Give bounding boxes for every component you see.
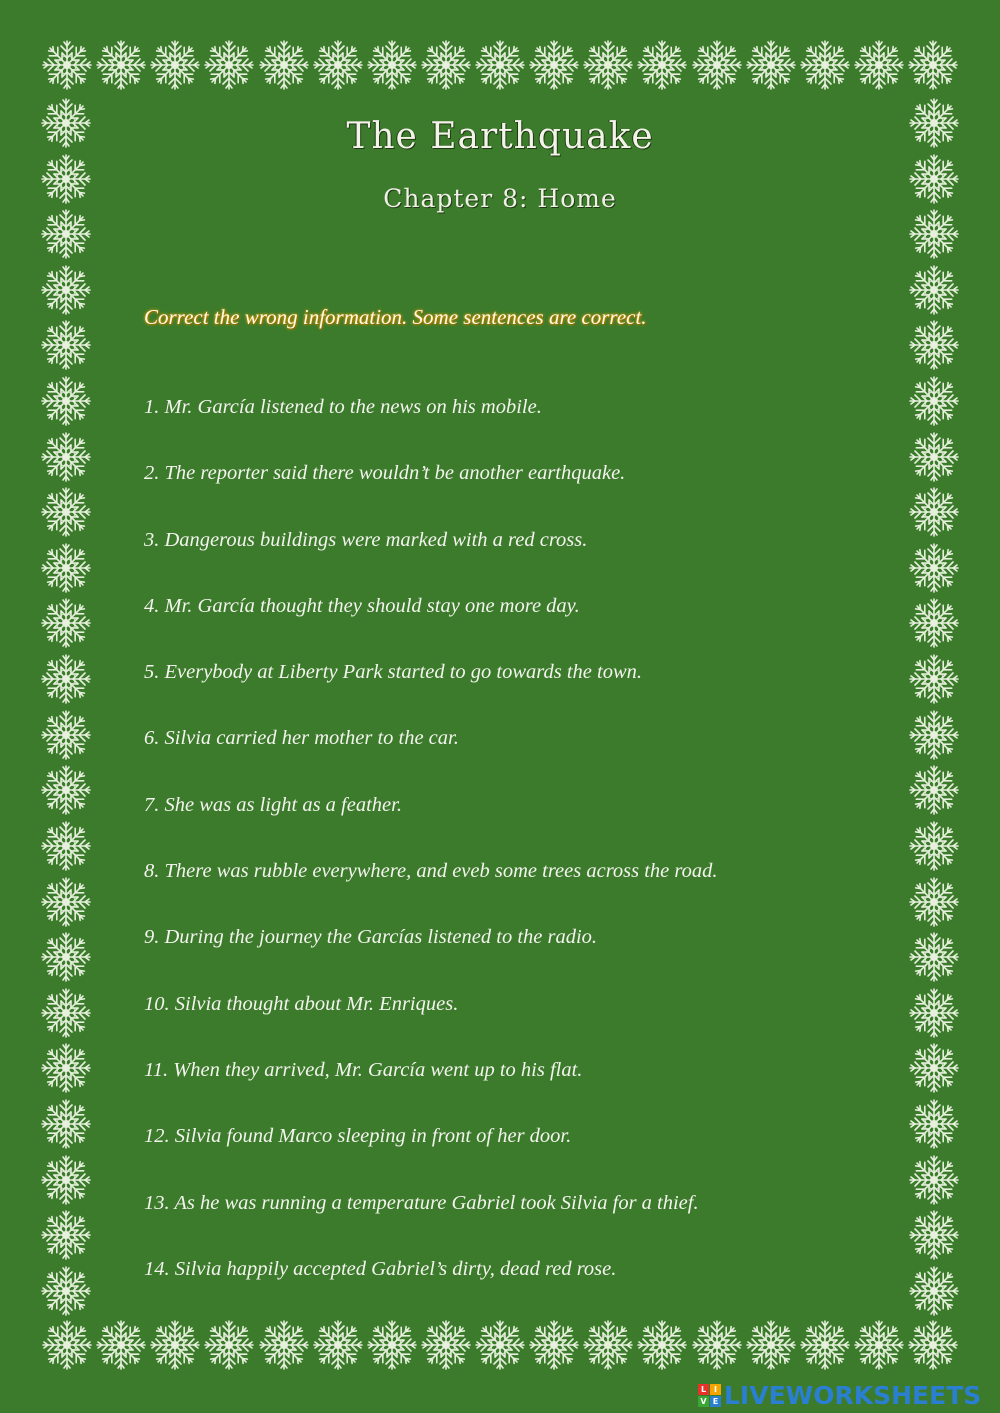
snowflake-icon bbox=[798, 38, 852, 92]
question-item: 3. Dangerous buildings were marked with a red cross. bbox=[144, 528, 588, 551]
snowflake-icon bbox=[907, 930, 961, 984]
snowflake-icon bbox=[907, 1153, 961, 1207]
liveworksheets-logo-icon: L I V E bbox=[698, 1384, 721, 1407]
snowflake-icon bbox=[365, 1318, 419, 1372]
border-top bbox=[40, 38, 960, 96]
snowflake-icon bbox=[907, 819, 961, 873]
question-item: 5. Everybody at Liberty Park started to go towards the town. bbox=[144, 661, 643, 684]
snowflake-icon bbox=[257, 38, 311, 92]
snowflake-icon bbox=[365, 38, 419, 92]
snowflake-icon bbox=[907, 1097, 961, 1151]
snowflake-icon bbox=[39, 1264, 93, 1318]
snowflake-icon bbox=[311, 38, 365, 92]
snowflake-icon bbox=[94, 38, 148, 92]
question-list bbox=[144, 394, 718, 1322]
snowflake-icon bbox=[39, 930, 93, 984]
snowflake-icon bbox=[907, 374, 961, 428]
border-right bbox=[906, 96, 962, 1318]
snowflake-icon bbox=[635, 1318, 689, 1372]
question-item: 4. Mr. García thought they should stay one more day. bbox=[144, 594, 580, 617]
snowflake-icon bbox=[798, 1318, 852, 1372]
border-left bbox=[38, 96, 94, 1318]
snowflake-icon bbox=[907, 986, 961, 1040]
snowflake-icon bbox=[39, 986, 93, 1040]
snowflake-icon bbox=[39, 374, 93, 428]
snowflake-icon bbox=[852, 38, 906, 92]
snowflake-icon bbox=[39, 207, 93, 261]
snowflake-icon bbox=[907, 485, 961, 539]
snowflake-icon bbox=[202, 1318, 256, 1372]
question-item: 13. As he was running a temperature Gabriel took Silvia for a thief. bbox=[144, 1191, 699, 1214]
snowflake-icon bbox=[907, 596, 961, 650]
question-item: 9. During the journey the Garcías listened to the radio. bbox=[144, 926, 598, 949]
snowflake-icon bbox=[39, 1097, 93, 1151]
snowflake-icon bbox=[202, 38, 256, 92]
snowflake-icon bbox=[419, 1318, 473, 1372]
snowflake-icon bbox=[581, 38, 635, 92]
snowflake-icon bbox=[527, 1318, 581, 1372]
snowflake-icon bbox=[907, 1041, 961, 1095]
snowflake-icon bbox=[907, 318, 961, 372]
snowflake-icon bbox=[581, 1318, 635, 1372]
snowflake-icon bbox=[690, 1318, 744, 1372]
question-item: 2. The reporter said there wouldn’t be another earthquake. bbox=[144, 462, 626, 485]
snowflake-icon bbox=[907, 430, 961, 484]
snowflake-icon bbox=[907, 763, 961, 817]
snowflake-icon bbox=[39, 263, 93, 317]
snowflake-icon bbox=[635, 38, 689, 92]
snowflake-icon bbox=[39, 485, 93, 539]
question-item: 11. When they arrived, Mr. García went up to his flat. bbox=[144, 1058, 583, 1081]
snowflake-icon bbox=[94, 1318, 148, 1372]
question-item: 8. There was rubble everywhere, and eveb some trees across the road. bbox=[144, 860, 718, 883]
snowflake-icon bbox=[39, 652, 93, 706]
snowflake-icon bbox=[39, 1208, 93, 1262]
snowflake-icon bbox=[39, 596, 93, 650]
snowflake-icon bbox=[852, 1318, 906, 1372]
snowflake-icon bbox=[419, 38, 473, 92]
snowflake-icon bbox=[473, 1318, 527, 1372]
snowflake-icon bbox=[39, 1041, 93, 1095]
border-bottom bbox=[40, 1318, 960, 1376]
snowflake-icon bbox=[39, 1153, 93, 1207]
snowflake-icon bbox=[39, 875, 93, 929]
snowflake-icon bbox=[40, 1318, 94, 1372]
snowflake-icon bbox=[907, 875, 961, 929]
snowflake-icon bbox=[744, 1318, 798, 1372]
page-title: The Earthquake bbox=[346, 116, 654, 157]
snowflake-icon bbox=[148, 38, 202, 92]
snowflake-icon bbox=[906, 1318, 960, 1372]
snowflake-icon bbox=[744, 38, 798, 92]
snowflake-icon bbox=[907, 263, 961, 317]
snowflake-icon bbox=[311, 1318, 365, 1372]
question-item: 7. She was as light as a feather. bbox=[144, 793, 402, 816]
snowflake-icon bbox=[907, 1264, 961, 1318]
liveworksheets-watermark[interactable] bbox=[698, 1380, 981, 1410]
question-item: 14. Silvia happily accepted Gabriel’s dirty, dead red rose. bbox=[144, 1257, 617, 1280]
watermark-text: LIVEWORKSHEETS bbox=[724, 1380, 982, 1410]
snowflake-icon bbox=[39, 318, 93, 372]
snowflake-icon bbox=[473, 38, 527, 92]
snowflake-icon bbox=[39, 430, 93, 484]
question-item: 10. Silvia thought about Mr. Enriques. bbox=[144, 992, 459, 1015]
snowflake-icon bbox=[690, 38, 744, 92]
question-item: 6. Silvia carried her mother to the car. bbox=[144, 727, 459, 750]
snowflake-icon bbox=[39, 541, 93, 595]
snowflake-icon bbox=[39, 819, 93, 873]
snowflake-icon bbox=[907, 1208, 961, 1262]
snowflake-icon bbox=[907, 207, 961, 261]
instruction-text: Correct the wrong information. Some sentences are correct. bbox=[144, 305, 647, 329]
snowflake-icon bbox=[39, 708, 93, 762]
snowflake-icon bbox=[148, 1318, 202, 1372]
snowflake-icon bbox=[906, 38, 960, 92]
snowflake-icon bbox=[39, 763, 93, 817]
snowflake-icon bbox=[257, 1318, 311, 1372]
chapter-subtitle: Chapter 8: Home bbox=[383, 184, 617, 213]
question-item: 1. Mr. García listened to the news on his mobile. bbox=[144, 396, 542, 418]
question-item: 12. Silvia found Marco sleeping in front of her door. bbox=[144, 1125, 572, 1148]
snowflake-icon bbox=[527, 38, 581, 92]
snowflake-icon bbox=[907, 708, 961, 762]
snowflake-icon bbox=[40, 38, 94, 92]
snowflake-icon bbox=[907, 541, 961, 595]
snowflake-icon bbox=[907, 652, 961, 706]
